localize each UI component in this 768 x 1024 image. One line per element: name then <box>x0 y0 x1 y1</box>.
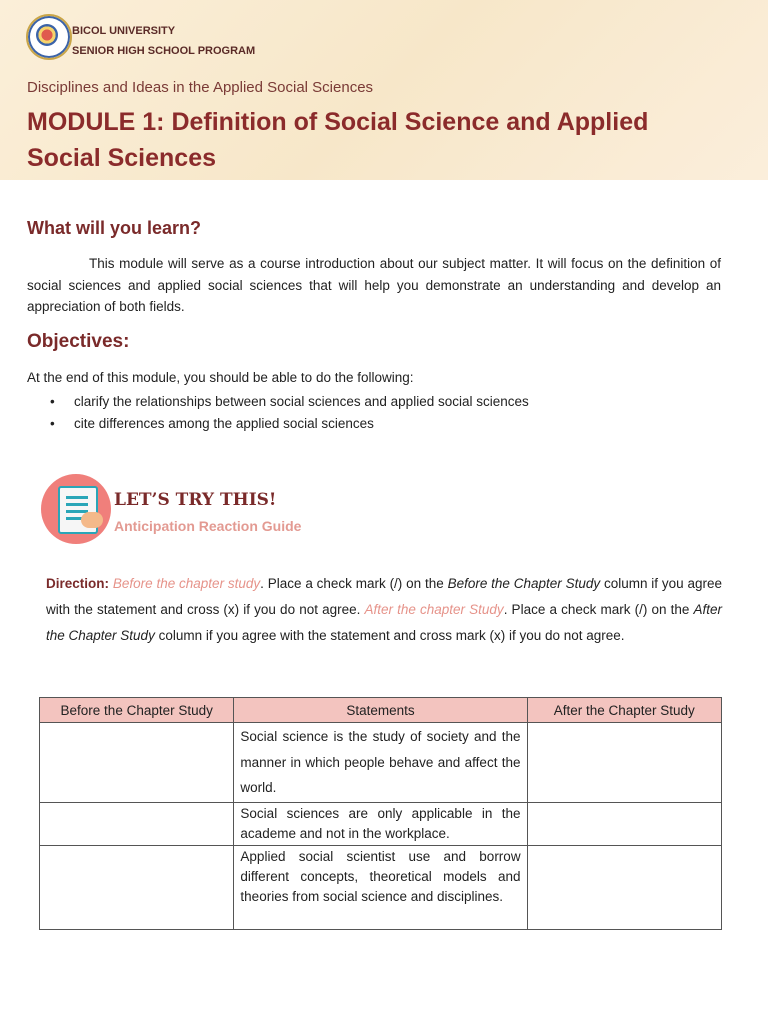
after-cell[interactable] <box>527 723 721 803</box>
statement-cell: Social science is the study of society and the manner in which people behave and affect the world. <box>234 723 527 803</box>
direction-label: Direction: <box>46 576 110 591</box>
learn-paragraph: This module will serve as a course introduction about our subject matter. It will focus on the definition of social sciences and applied social sciences that will help you demonstrate an understanding and develop an appreciation of both fields. <box>27 256 721 314</box>
university-name: BICOL UNIVERSITY <box>72 25 176 37</box>
table-header-row <box>40 698 722 723</box>
statement-cell: Applied social scientist use and borrow different concepts, theoretical models and theories from social science and disciplines. <box>234 845 527 929</box>
try-section-title: LET’S TRY THIS! <box>114 490 277 510</box>
objective-item: • cite differences among the applied social sciences <box>50 416 374 431</box>
column-header-statements: Statements <box>234 698 527 723</box>
learn-heading: What will you learn? <box>27 218 202 238</box>
page-header <box>0 0 768 180</box>
program-name: SENIOR HIGH SCHOOL PROGRAM <box>72 45 256 57</box>
objective-item: • clarify the relationships between social sciences and applied social sciences <box>50 394 529 409</box>
before-cell[interactable] <box>40 845 234 929</box>
anticipation-guide-table <box>39 697 722 930</box>
column-header-before: Before the Chapter Study <box>40 698 234 723</box>
after-cell[interactable] <box>527 802 721 845</box>
after-cell[interactable] <box>527 845 721 929</box>
direction-text: column if you agree with the statement and cross mark (x) if you do not agree. <box>154 628 625 643</box>
objectives-heading: Objectives: <box>27 331 130 352</box>
after-chapter-study-link: After the chapter Study <box>364 602 504 617</box>
after-column-ref: After the Chapter Study <box>46 602 722 643</box>
before-cell[interactable] <box>40 802 234 845</box>
module-title: MODULE 1: Definition of Social Science and Applied Social Sciences <box>27 108 649 172</box>
course-title: Disciplines and Ideas in the Applied Social Sciences <box>27 79 374 96</box>
direction-text: column if you agree with the statement and cross (x) if you do not agree. <box>46 576 722 617</box>
direction-paragraph <box>46 571 722 649</box>
before-cell[interactable] <box>40 723 234 803</box>
before-chapter-study-link: Before the chapter study <box>112 576 261 591</box>
direction-text: . Place a check mark (/) on the <box>260 576 448 591</box>
column-header-after: After the Chapter Study <box>527 698 721 723</box>
direction-text: . Place a check mark (/) on the <box>503 602 694 617</box>
before-column-ref: Before the Chapter Study <box>447 576 601 591</box>
reading-document-icon <box>41 474 111 544</box>
statement-cell: Social sciences are only applicable in the academe and not in the workplace. <box>234 802 527 845</box>
table-row <box>40 723 722 803</box>
table-row <box>40 802 722 845</box>
table-row <box>40 845 722 929</box>
university-seal-icon <box>26 14 72 60</box>
objectives-intro: At the end of this module, you should be able to do the following: <box>27 370 414 385</box>
university-name-block <box>72 21 255 61</box>
try-section-subtitle: Anticipation Reaction Guide <box>114 518 302 534</box>
